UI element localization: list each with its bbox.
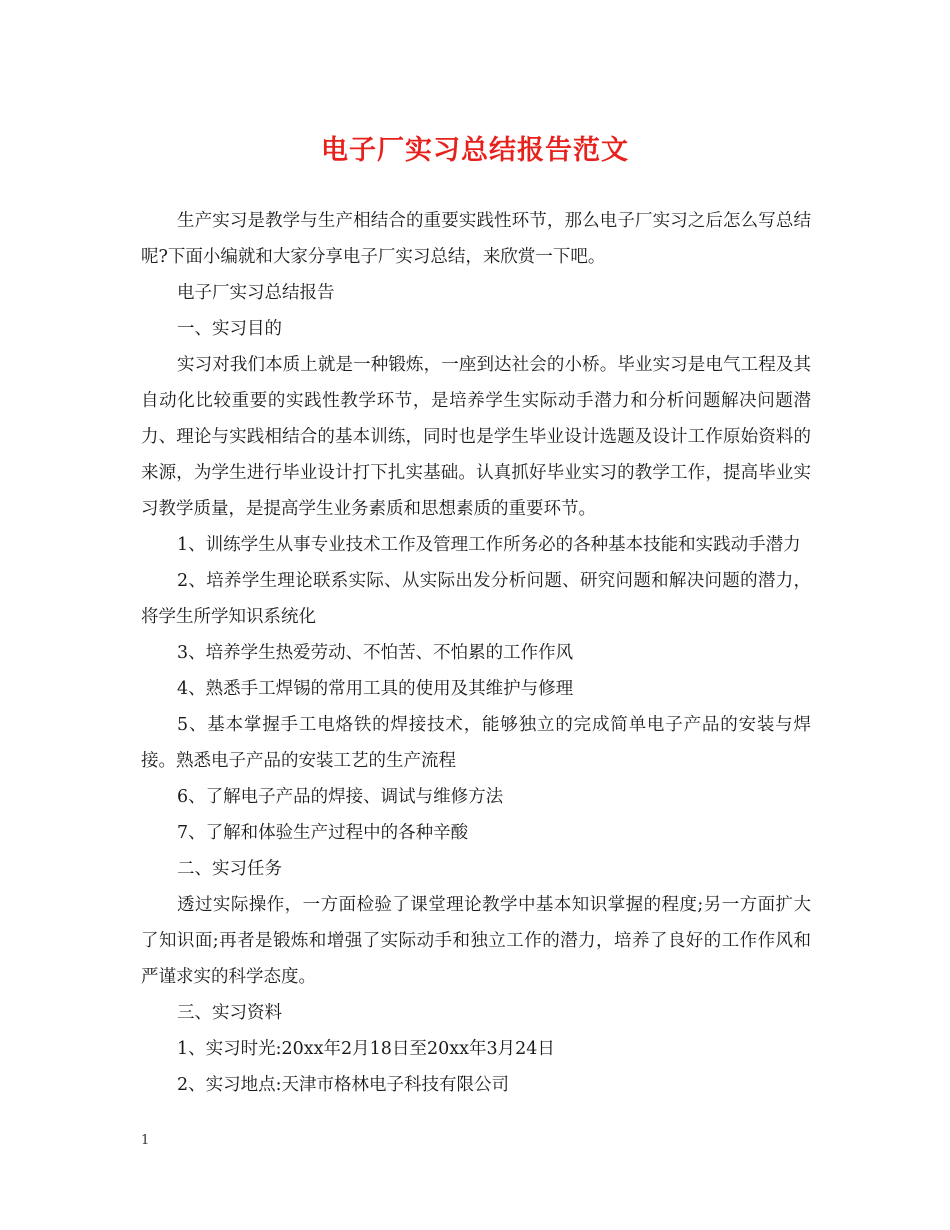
list-item-6: 6、了解电子产品的焊接、调试与维修方法 [177, 787, 504, 807]
list-item-5: 5、基本掌握手工电烙铁的焊接技术，能够独立的完成简单电子产品的安装与焊接。熟悉电子产品的安装工艺的生产流程 [141, 715, 811, 771]
page-number: 1 [141, 1133, 150, 1148]
document-body [141, 203, 811, 1103]
list-item-4: 4、熟悉手工焊锡的常用工具的使用及其维护与修理 [177, 679, 574, 699]
materials-item-location: 2、实习地点:天津市格林电子科技有限公司 [177, 1075, 510, 1095]
list-item-1: 1、训练学生从事专业技术工作及管理工作所务必的各种基本技能和实践动手潜力 [177, 535, 801, 555]
paragraph-report-heading: 电子厂实习总结报告 [177, 283, 335, 303]
section-heading-task: 二、实习任务 [177, 859, 282, 879]
section-heading-purpose: 一、实习目的 [177, 319, 282, 339]
paragraph-task: 透过实际操作，一方面检验了课堂理论教学中基本知识掌握的程度;另一方面扩大了知识面;再者是锻炼和增强了实际动手和独立工作的潜力，培养了良好的工作作风和严谨求实的科学态度。 [141, 895, 811, 987]
materials-item-time: 1、实习时光:20xx年2月18日至20xx年3月24日 [177, 1039, 555, 1059]
section-heading-materials: 三、实习资料 [177, 1003, 282, 1023]
list-item-7: 7、了解和体验生产过程中的各种辛酸 [177, 823, 469, 843]
list-item-2: 2、培养学生理论联系实际、从实际出发分析问题、研究问题和解决问题的潜力，将学生所学知识系统化 [141, 571, 811, 627]
paragraph-purpose: 实习对我们本质上就是一种锻炼，一座到达社会的小桥。毕业实习是电气工程及其自动化比较重要的实践性教学环节，是培养学生实际动手潜力和分析问题解决问题潜力、理论与实践相结合的基本训练，同时也是学生毕业设计选题及设计工作原始资料的来源，为学生进行毕业设计打下扎实基础。认真抓好毕业实习的教学工作，提高毕业实习教学质量，是提高学生业务素质和思想素质的重要环节。 [141, 355, 811, 519]
list-item-3: 3、培养学生热爱劳动、不怕苦、不怕累的工作作风 [177, 643, 574, 663]
paragraph-intro: 生产实习是教学与生产相结合的重要实践性环节，那么电子厂实习之后怎么写总结呢?下面小编就和大家分享电子厂实习总结，来欣赏一下吧。 [141, 211, 811, 267]
document-title: 电子厂实习总结报告范文 [321, 135, 629, 166]
